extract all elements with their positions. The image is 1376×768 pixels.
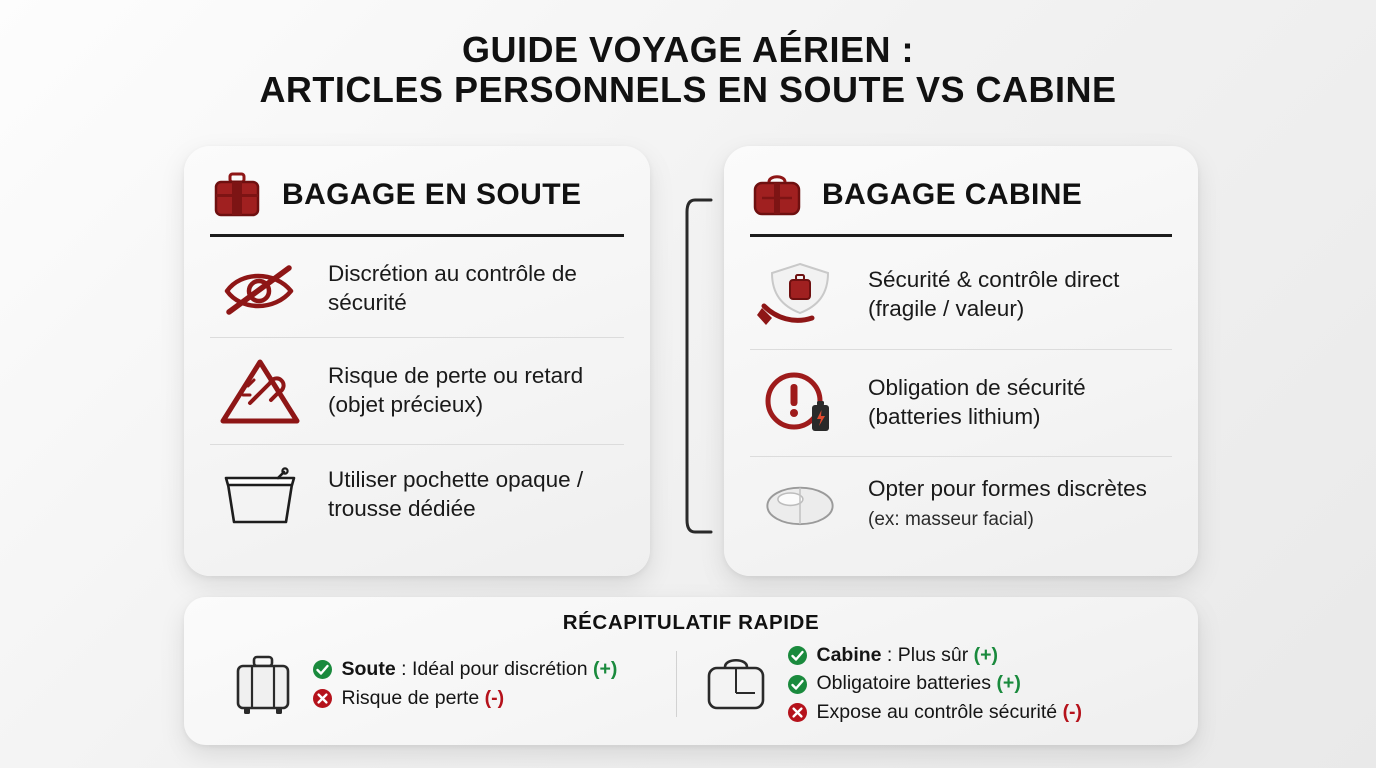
list-item-label: Risque de perte ou retard (objet précieux) xyxy=(328,363,584,417)
summary-card xyxy=(184,597,1198,745)
page-title-line-1: GUIDE VOYAGE AÉRIEN : xyxy=(462,29,914,70)
duffel-bag-icon xyxy=(699,649,773,719)
summary-body xyxy=(204,643,1178,725)
comparison-columns xyxy=(0,146,1376,582)
summary-lines-cabine xyxy=(787,643,1083,725)
list-item xyxy=(210,241,624,338)
list-item-label: Utiliser pochette opaque / trousse dédiée xyxy=(328,467,584,521)
summary-line-label: Cabine xyxy=(816,644,882,666)
card-header-soute xyxy=(210,164,624,237)
check-icon xyxy=(312,659,333,680)
list-item-label xyxy=(868,475,1170,533)
card-header-cabine xyxy=(750,164,1172,237)
list-item-label: Obligation de sécurité (batteries lithium) xyxy=(868,375,1086,429)
list-item-label-sub: (ex: masseur facial) xyxy=(868,509,1034,530)
soute-row-list xyxy=(210,237,624,545)
list-item-label: Sécurité & contrôle direct (fragile / valeur) xyxy=(868,267,1120,321)
summary-column-soute xyxy=(206,649,676,719)
summary-line-text: Plus sûr xyxy=(897,644,969,666)
pouch-bag-icon xyxy=(212,462,308,528)
card-bagage-cabine xyxy=(724,146,1198,576)
summary-line-text: Idéal pour discrétion xyxy=(411,658,588,681)
list-item xyxy=(750,241,1172,350)
summary-line-text: Expose au contrôle sécurité xyxy=(816,700,1058,723)
summary-line xyxy=(312,657,618,682)
summary-column-cabine xyxy=(677,643,1177,725)
cabine-row-list xyxy=(750,237,1172,551)
list-item xyxy=(750,457,1172,551)
shield-hand-icon xyxy=(752,258,848,332)
summary-line-tag: (+) xyxy=(592,658,618,681)
list-item-label-main: Opter pour formes discrètes xyxy=(868,476,1147,502)
summary-line-separator: : xyxy=(881,644,898,666)
summary-line-tag: (+) xyxy=(973,644,999,666)
summary-line xyxy=(787,643,1083,668)
connector-bracket xyxy=(683,196,713,536)
summary-line-text: Obligatoire batteries xyxy=(816,672,992,695)
summary-lines-soute xyxy=(312,657,618,711)
suitcase-icon xyxy=(210,170,264,220)
list-item-label: Discrétion au contrôle de sécurité xyxy=(328,261,577,315)
card-bagage-en-soute xyxy=(184,146,650,576)
list-item xyxy=(750,350,1172,457)
card-header-soute-label: BAGAGE EN SOUTE xyxy=(282,178,582,211)
computer-mouse-icon xyxy=(752,474,848,534)
cross-icon xyxy=(787,702,808,723)
warning-triangle-icon xyxy=(212,355,308,427)
summary-line-text: Risque de perte xyxy=(341,686,480,709)
exclamation-battery-icon xyxy=(752,367,848,439)
suitcase-icon xyxy=(228,649,298,719)
page-title xyxy=(0,0,1376,111)
summary-line xyxy=(787,700,1083,725)
check-icon xyxy=(787,674,808,695)
summary-line-tag: (-) xyxy=(1062,700,1083,723)
summary-line-tag: (+) xyxy=(996,672,1021,695)
summary-line xyxy=(312,686,618,711)
duffel-bag-icon xyxy=(750,170,804,220)
summary-line-label: Soute xyxy=(341,658,396,681)
list-item xyxy=(210,338,624,445)
summary-line xyxy=(787,671,1083,696)
page-title-line-2: ARTICLES PERSONNELS EN SOUTE VS CABINE xyxy=(259,69,1117,111)
summary-title: RÉCAPITULATIF RAPIDE xyxy=(562,611,820,634)
cross-icon xyxy=(312,688,333,709)
eye-slash-icon xyxy=(212,258,308,320)
list-item xyxy=(210,445,624,545)
check-icon xyxy=(787,645,808,666)
card-header-cabine-label: BAGAGE CABINE xyxy=(822,178,1083,211)
summary-line-separator: : xyxy=(395,658,412,681)
summary-line-tag: (-) xyxy=(484,686,505,709)
